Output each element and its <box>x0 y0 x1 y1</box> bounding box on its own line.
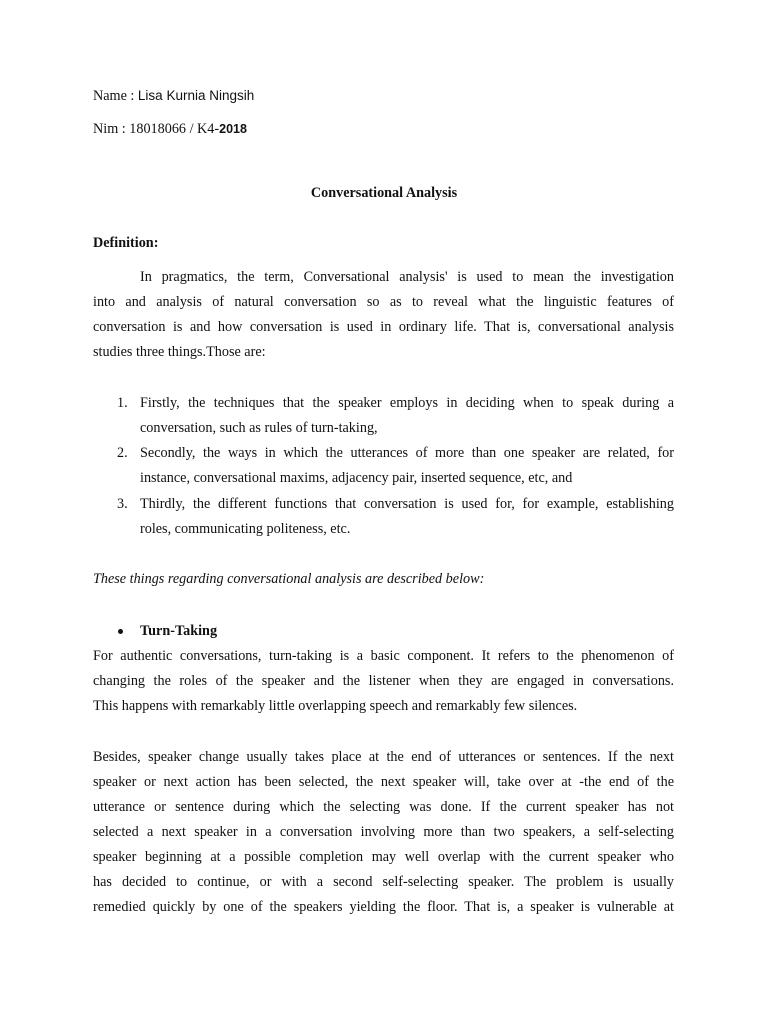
paragraph-line: For authentic conversations, turn-taking is a basic component. It refers to the phenomenon of <box>93 648 674 664</box>
list-item-line: Thirdly, the different functions that conversation is used for, for example, establishing <box>140 496 674 512</box>
paragraph-line: selected a next speaker in a conversation involving more than two speakers, a self-selecting <box>93 824 674 840</box>
nim-label: Nim : <box>93 121 130 137</box>
paragraph-line: speaker or next action has been selected, the next speaker will, take over at -the end of the <box>93 774 674 790</box>
paragraph-line: changing the roles of the speaker and the listener when they are engaged in conversations. <box>93 673 674 689</box>
paragraph-line: remedied quickly by one of the speakers yielding the floor. That is, a speaker is vulnerable at <box>93 899 674 915</box>
paragraph-line: Besides, speaker change usually takes place at the end of utterances or sentences. If the next <box>93 749 674 765</box>
nim-line <box>93 121 247 138</box>
name-line <box>93 88 254 105</box>
list-item-line: instance, conversational maxims, adjacency pair, inserted sequence, etc, and <box>140 470 573 486</box>
italic-note: These things regarding conversational analysis are described below: <box>93 571 485 587</box>
intro-line: studies three things.Those are: <box>93 344 266 360</box>
list-marker: 1. <box>117 395 128 411</box>
paragraph-line: This happens with remarkably little overlapping speech and remarkably few silences. <box>93 698 578 714</box>
intro-line: into and analysis of natural conversation so as to reveal what the linguistic features of <box>93 294 674 310</box>
name-value: Lisa Kurnia Ningsih <box>137 88 255 103</box>
name-label: Name : <box>93 88 138 104</box>
paragraph-line: has decided to continue, or with a second self-selecting speaker. The problem is usually <box>93 874 674 890</box>
list-item-line: Firstly, the techniques that the speaker employs in deciding when to speak during a <box>140 395 674 411</box>
intro-line: In pragmatics, the term, Conversational analysis' is used to mean the investigation <box>140 269 674 285</box>
nim-value: 18018066 / K4- <box>129 121 220 137</box>
section-heading: Turn-Taking <box>140 623 218 639</box>
document-title: Conversational Analysis <box>310 185 458 201</box>
paragraph-line: utterance or sentence during which the selecting was done. If the current speaker has not <box>93 799 674 815</box>
paragraph-line: speaker beginning at a possible completion may well overlap with the current speaker who <box>93 849 674 865</box>
list-marker: 2. <box>117 445 128 461</box>
intro-line: conversation is and how conversation is used in ordinary life. That is, conversational analysis <box>93 319 674 335</box>
bullet-icon <box>118 629 123 634</box>
list-item-line: conversation, such as rules of turn-taking, <box>140 420 378 436</box>
list-item-line: Secondly, the ways in which the utterances of more than one speaker are related, for <box>140 445 674 461</box>
list-item-line: roles, communicating politeness, etc. <box>140 521 351 537</box>
definition-heading: Definition: <box>93 235 159 251</box>
nim-year: 2018 <box>219 122 247 136</box>
list-marker: 3. <box>117 496 128 512</box>
